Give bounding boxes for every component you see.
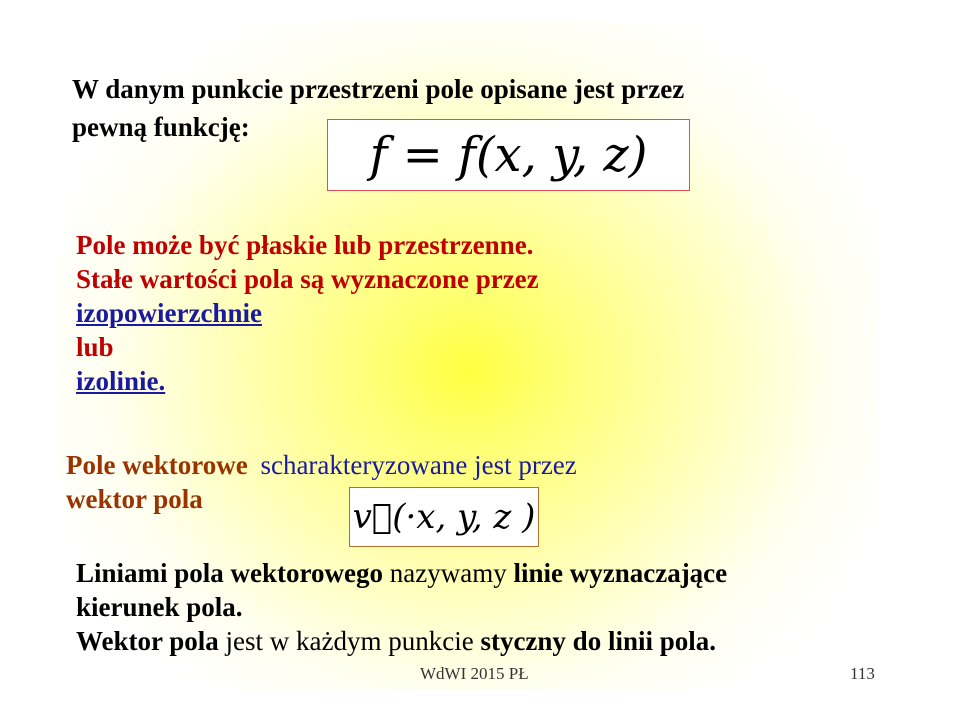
scalar-line-2: Stałe wartości pola są wyznaczone przez bbox=[76, 264, 539, 294]
intro-line-1: W danym punkcie przestrzeni pole opisane jest przez bbox=[72, 74, 685, 104]
footer-label: WdWI 2015 PŁ bbox=[420, 664, 529, 683]
field-vector-mid: jest w każdym punkcie bbox=[225, 626, 474, 656]
page-number: 113 bbox=[850, 664, 875, 683]
scalar-field-text bbox=[76, 228, 539, 398]
vector-formula: v⃗(·x, y, z ) bbox=[352, 497, 536, 537]
isolines-link[interactable]: izolinie. bbox=[76, 366, 166, 396]
intro-line-2: pewną funkcję: bbox=[72, 112, 250, 142]
scalar-formula: f = f(x, y, z) bbox=[369, 127, 648, 183]
field-vector-term-2: styczny do linii pola. bbox=[480, 626, 716, 656]
vector-formula-box bbox=[349, 487, 539, 547]
scalar-formula-box bbox=[327, 119, 690, 191]
vector-field-line-2: wektor pola bbox=[66, 484, 203, 514]
field-lines-mid: nazywamy bbox=[389, 558, 507, 588]
field-lines-term: Liniami pola wektorowego bbox=[76, 558, 384, 588]
field-lines-term-2: linie wyznaczające bbox=[513, 558, 728, 588]
vector-field-desc: scharakteryzowane jest przez bbox=[260, 450, 577, 480]
scalar-line-1: Pole może być płaskie lub przestrzenne. bbox=[76, 230, 534, 260]
or-word: lub bbox=[76, 332, 114, 362]
isosurfaces-link[interactable]: izopowierzchnie bbox=[76, 298, 262, 328]
field-vector-term: Wektor pola bbox=[76, 626, 219, 656]
field-lines-line-2: kierunek pola. bbox=[76, 592, 243, 622]
field-lines-text bbox=[76, 556, 727, 658]
vector-field-term: Pole wektorowe bbox=[66, 450, 248, 480]
